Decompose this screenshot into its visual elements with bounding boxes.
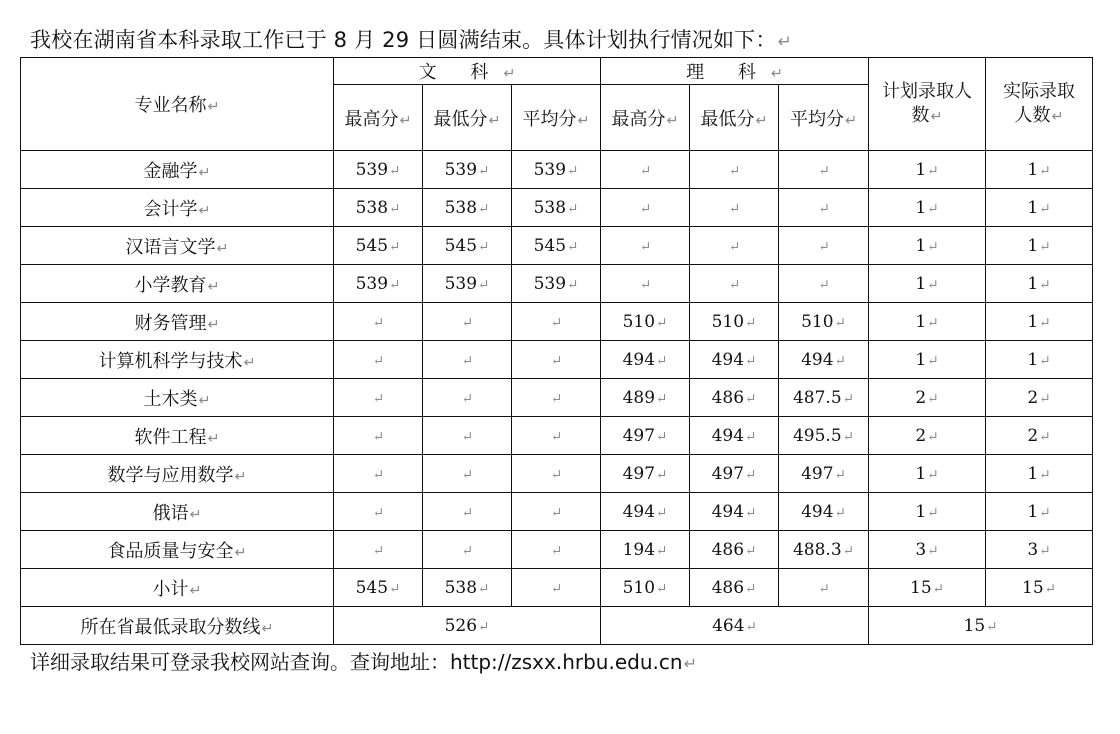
subtotal-arts-min: 538↵: [423, 569, 512, 607]
cell-arts-avg: ↵: [512, 341, 601, 379]
cell-arts-min: ↵: [423, 455, 512, 493]
cell-arts-max: ↵: [334, 379, 423, 417]
cell-sci-avg: ↵: [779, 189, 869, 227]
cell-arts-avg: ↵: [512, 417, 601, 455]
cell-sci-min: ↵: [690, 189, 779, 227]
cell-planned: 1↵: [869, 341, 986, 379]
cell-sci-min: 497↵: [690, 455, 779, 493]
cell-sci-max: ↵: [601, 189, 690, 227]
cell-planned: 1↵: [869, 151, 986, 189]
subtotal-planned: 15↵: [869, 569, 986, 607]
cell-planned: 1↵: [869, 189, 986, 227]
admission-results-table: [20, 57, 1093, 645]
cell-planned: 2↵: [869, 379, 986, 417]
cell-sci-avg: 488.3↵: [779, 531, 869, 569]
cell-sci-max: 510↵: [601, 303, 690, 341]
major-name-cell: 软件工程↵: [21, 417, 334, 455]
cell-arts-min: 545↵: [423, 227, 512, 265]
major-name-cell: 金融学↵: [21, 151, 334, 189]
subtotal-sci-avg: ↵: [779, 569, 869, 607]
cell-arts-max: 539↵: [334, 151, 423, 189]
cell-sci-avg: 510↵: [779, 303, 869, 341]
header-arts-avg: 平均分↵: [512, 85, 601, 151]
cell-actual: 2↵: [986, 379, 1093, 417]
table-row: [21, 417, 1093, 455]
cell-sci-min: ↵: [690, 227, 779, 265]
header-science-avg: 平均分↵: [779, 85, 869, 151]
cell-sci-avg: ↵: [779, 151, 869, 189]
subtotal-actual: 15↵: [986, 569, 1093, 607]
table-row: [21, 303, 1093, 341]
cell-sci-avg: 487.5↵: [779, 379, 869, 417]
cell-arts-max: ↵: [334, 455, 423, 493]
cell-sci-max: 497↵: [601, 417, 690, 455]
footer-text: [30, 646, 697, 675]
cell-sci-avg: 494↵: [779, 493, 869, 531]
cell-arts-min: ↵: [423, 341, 512, 379]
header-planned: 计划录取人数↵: [869, 58, 986, 151]
cell-sci-min: 494↵: [690, 341, 779, 379]
cell-arts-avg: ↵: [512, 531, 601, 569]
table-row: [21, 455, 1093, 493]
cell-sci-min: 486↵: [690, 531, 779, 569]
intro-text: [30, 24, 792, 54]
paragraph-mark-icon: ↵: [683, 654, 697, 673]
major-name-cell: 会计学↵: [21, 189, 334, 227]
province-line-label: 所在省最低录取分数线↵: [21, 607, 334, 645]
cell-sci-avg: 494↵: [779, 341, 869, 379]
cell-planned: 3↵: [869, 531, 986, 569]
cell-sci-min: 494↵: [690, 417, 779, 455]
cell-arts-min: 539↵: [423, 265, 512, 303]
cell-sci-max: ↵: [601, 227, 690, 265]
header-major-name: 专业名称↵: [21, 58, 334, 151]
header-science: 理 科↵: [601, 58, 869, 85]
cell-arts-avg: 539↵: [512, 265, 601, 303]
cell-planned: 2↵: [869, 417, 986, 455]
table-row: [21, 189, 1093, 227]
subtotal-arts-avg: ↵: [512, 569, 601, 607]
cell-actual: 1↵: [986, 265, 1093, 303]
cell-arts-min: 538↵: [423, 189, 512, 227]
cell-arts-avg: ↵: [512, 303, 601, 341]
cell-arts-max: ↵: [334, 341, 423, 379]
cell-sci-avg: ↵: [779, 227, 869, 265]
major-name-cell: 数学与应用数学↵: [21, 455, 334, 493]
cell-sci-max: 497↵: [601, 455, 690, 493]
table-row: [21, 379, 1093, 417]
cell-actual: 1↵: [986, 493, 1093, 531]
header-science-min: 最低分↵: [690, 85, 779, 151]
table-row: [21, 227, 1093, 265]
cell-actual: 1↵: [986, 455, 1093, 493]
cell-actual: 1↵: [986, 341, 1093, 379]
province-line-science: 464↵: [601, 607, 869, 645]
subtotal-sci-max: 510↵: [601, 569, 690, 607]
cell-actual: 1↵: [986, 303, 1093, 341]
cell-arts-min: 539↵: [423, 151, 512, 189]
subtotal-label: 小计↵: [21, 569, 334, 607]
subtotal-arts-max: 545↵: [334, 569, 423, 607]
cell-arts-avg: 538↵: [512, 189, 601, 227]
major-name-cell: 计算机科学与技术↵: [21, 341, 334, 379]
cell-sci-min: ↵: [690, 151, 779, 189]
cell-sci-min: ↵: [690, 265, 779, 303]
cell-actual: 1↵: [986, 227, 1093, 265]
footer-sentence: 详细录取结果可登录我校网站查询。查询地址：http://zsxx.hrbu.edu.cn: [30, 650, 683, 674]
major-name-cell: 俄语↵: [21, 493, 334, 531]
cell-planned: 1↵: [869, 493, 986, 531]
cell-arts-max: 545↵: [334, 227, 423, 265]
table-row: [21, 341, 1093, 379]
cell-sci-min: 494↵: [690, 493, 779, 531]
cell-sci-avg: 495.5↵: [779, 417, 869, 455]
table-row: [21, 493, 1093, 531]
major-name-cell: 汉语言文学↵: [21, 227, 334, 265]
cell-sci-avg: 497↵: [779, 455, 869, 493]
cell-sci-max: ↵: [601, 265, 690, 303]
cell-sci-max: 194↵: [601, 531, 690, 569]
cell-planned: 1↵: [869, 227, 986, 265]
cell-arts-max: ↵: [334, 303, 423, 341]
cell-planned: 1↵: [869, 303, 986, 341]
cell-arts-avg: ↵: [512, 493, 601, 531]
cell-actual: 1↵: [986, 189, 1093, 227]
header-actual: 实际录取人数↵: [986, 58, 1093, 151]
subtotal-sci-min: 486↵: [690, 569, 779, 607]
major-name-cell: 财务管理↵: [21, 303, 334, 341]
cell-sci-max: 494↵: [601, 493, 690, 531]
cell-arts-avg: ↵: [512, 455, 601, 493]
header-group-row: [21, 58, 1093, 85]
cell-arts-avg: 545↵: [512, 227, 601, 265]
cell-sci-avg: ↵: [779, 265, 869, 303]
cell-sci-max: 494↵: [601, 341, 690, 379]
cell-arts-max: ↵: [334, 417, 423, 455]
cell-arts-max: ↵: [334, 531, 423, 569]
table-row: [21, 151, 1093, 189]
major-name-cell: 小学教育↵: [21, 265, 334, 303]
cell-sci-max: 489↵: [601, 379, 690, 417]
paragraph-mark-icon: ↵: [777, 31, 792, 51]
header-arts: 文 科↵: [334, 58, 601, 85]
intro-sentence: 我校在湖南省本科录取工作已于 8 月 29 日圆满结束。具体计划执行情况如下：: [30, 28, 777, 52]
cell-planned: 1↵: [869, 265, 986, 303]
cell-arts-min: ↵: [423, 531, 512, 569]
table-row: [21, 531, 1093, 569]
cell-planned: 1↵: [869, 455, 986, 493]
header-arts-min: 最低分↵: [423, 85, 512, 151]
province-line-enrollment: 15↵: [869, 607, 1093, 645]
cell-arts-avg: 539↵: [512, 151, 601, 189]
cell-sci-min: 510↵: [690, 303, 779, 341]
cell-arts-max: ↵: [334, 493, 423, 531]
cell-arts-max: 538↵: [334, 189, 423, 227]
province-line-arts: 526↵: [334, 607, 601, 645]
cell-arts-min: ↵: [423, 303, 512, 341]
cell-sci-min: 486↵: [690, 379, 779, 417]
cell-arts-min: ↵: [423, 417, 512, 455]
cell-actual: 1↵: [986, 151, 1093, 189]
header-arts-max: 最高分↵: [334, 85, 423, 151]
cell-arts-min: ↵: [423, 379, 512, 417]
cell-arts-min: ↵: [423, 493, 512, 531]
province-line-row: [21, 607, 1093, 645]
cell-actual: 3↵: [986, 531, 1093, 569]
subtotal-row: [21, 569, 1093, 607]
cell-sci-max: ↵: [601, 151, 690, 189]
table-row: [21, 265, 1093, 303]
header-science-max: 最高分↵: [601, 85, 690, 151]
cell-actual: 2↵: [986, 417, 1093, 455]
cell-arts-max: 539↵: [334, 265, 423, 303]
cell-arts-avg: ↵: [512, 379, 601, 417]
major-name-cell: 土木类↵: [21, 379, 334, 417]
major-name-cell: 食品质量与安全↵: [21, 531, 334, 569]
